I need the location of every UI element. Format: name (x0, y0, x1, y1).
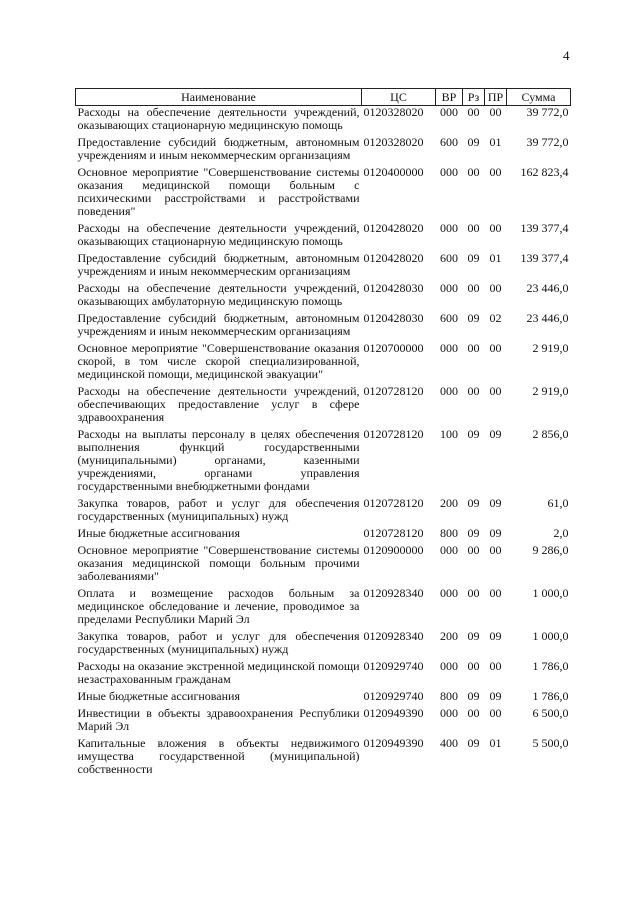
rz-cell: 09 (467, 311, 480, 325)
sum-cell: 5 500,0 (532, 736, 569, 750)
sum-cell: 1 786,0 (532, 689, 569, 703)
name-cell: Оплата и возмещение расходов больным за медицинское обследование и лечение, проводимое за пределами Республики Марий Эл (77, 586, 360, 626)
pr-cell: 09 (489, 496, 502, 510)
code-cell: 0120949390 (363, 706, 424, 720)
sum-cell: 1 000,0 (532, 629, 569, 643)
rz-cell: 00 (467, 165, 480, 179)
table-row (76, 527, 571, 544)
rz-cell: 09 (467, 526, 480, 540)
code-cell: 0120928340 (363, 629, 424, 643)
vr-cell: 800 (440, 526, 458, 540)
table-body (76, 106, 571, 781)
header-name: Наименование (76, 89, 362, 106)
name-cell: Предоставление субсидий бюджетным, автономным учреждениям и иным некоммерческим организациям (77, 311, 360, 338)
code-cell: 0120728120 (363, 526, 424, 540)
table-row (76, 690, 571, 707)
vr-cell: 000 (440, 105, 458, 119)
pr-cell: 01 (489, 135, 502, 149)
code-cell: 0120428030 (363, 311, 424, 325)
vr-cell: 200 (440, 629, 458, 643)
table-row (76, 497, 571, 527)
name-cell: Основное мероприятие "Совершенствование системы оказания медицинской помощи больным прочими заболеваниями" (77, 543, 360, 583)
rz-cell: 09 (467, 736, 480, 750)
table-row (76, 428, 571, 497)
name-cell: Расходы на оказание экстренной медицинской помощи незастрахованным гражданам (77, 659, 360, 686)
pr-cell: 00 (489, 543, 502, 557)
sum-cell: 61,0 (547, 496, 569, 510)
code-cell: 0120700000 (363, 341, 424, 355)
sum-cell: 139 377,4 (520, 221, 569, 235)
code-cell: 0120928340 (363, 586, 424, 600)
pr-cell: 09 (489, 526, 502, 540)
table-row (76, 707, 571, 737)
sum-cell: 2 856,0 (532, 427, 569, 441)
code-cell: 0120728120 (363, 496, 424, 510)
sum-cell: 2 919,0 (532, 384, 569, 398)
table-row (76, 630, 571, 660)
sum-cell: 9 286,0 (532, 543, 569, 557)
code-cell: 0120328020 (363, 105, 424, 119)
pr-cell: 09 (489, 689, 502, 703)
vr-cell: 000 (440, 165, 458, 179)
table-row (76, 312, 571, 342)
sum-cell: 39 772,0 (526, 105, 569, 119)
sum-cell: 39 772,0 (526, 135, 569, 149)
table-header-row (76, 89, 571, 106)
rz-cell: 09 (467, 496, 480, 510)
vr-cell: 000 (440, 281, 458, 295)
code-cell: 0120929740 (363, 689, 424, 703)
sum-cell: 23 446,0 (526, 281, 569, 295)
vr-cell: 000 (440, 706, 458, 720)
table-row (76, 587, 571, 630)
sum-cell: 6 500,0 (532, 706, 569, 720)
vr-cell: 800 (440, 689, 458, 703)
rz-cell: 00 (467, 341, 480, 355)
table-row (76, 544, 571, 587)
table-row (76, 166, 571, 222)
name-cell: Основное мероприятие "Совершенствование системы оказания медицинской помощи больным с психическими расстройствами и расстройствами поведения" (77, 165, 360, 218)
name-cell: Расходы на обеспечение деятельности учреждений, оказывающих амбулаторную медицинскую помощь (77, 281, 360, 308)
pr-cell: 00 (489, 281, 502, 295)
page-number: 4 (563, 48, 570, 63)
pr-cell: 00 (489, 706, 502, 720)
sum-cell: 1 000,0 (532, 586, 569, 600)
sum-cell: 2 919,0 (532, 341, 569, 355)
rz-cell: 00 (467, 659, 480, 673)
rz-cell: 09 (467, 689, 480, 703)
pr-cell: 09 (489, 427, 502, 441)
pr-cell: 02 (489, 311, 502, 325)
sum-cell: 2,0 (553, 526, 569, 540)
vr-cell: 600 (440, 135, 458, 149)
code-cell: 0120328020 (363, 135, 424, 149)
header-pr: ПР (485, 89, 507, 106)
pr-cell: 00 (489, 165, 502, 179)
code-cell: 0120400000 (363, 165, 424, 179)
name-cell: Иные бюджетные ассигнования (77, 689, 240, 703)
rz-cell: 09 (467, 135, 480, 149)
rz-cell: 09 (467, 629, 480, 643)
pr-cell: 01 (489, 736, 502, 750)
rz-cell: 09 (467, 251, 480, 265)
pr-cell: 09 (489, 629, 502, 643)
table-row (76, 342, 571, 385)
rz-cell: 00 (467, 281, 480, 295)
header-rz: Рз (463, 89, 485, 106)
table-row (76, 737, 571, 780)
pr-cell: 00 (489, 659, 502, 673)
code-cell: 0120929740 (363, 659, 424, 673)
table-row (76, 660, 571, 690)
vr-cell: 400 (440, 736, 458, 750)
vr-cell: 600 (440, 311, 458, 325)
pr-cell: 00 (489, 341, 502, 355)
table-row (76, 106, 571, 137)
rz-cell: 00 (467, 105, 480, 119)
pr-cell: 00 (489, 384, 502, 398)
sum-cell: 162 823,4 (520, 165, 569, 179)
rz-cell: 00 (467, 706, 480, 720)
vr-cell: 000 (440, 341, 458, 355)
name-cell: Основное мероприятие "Совершенствование оказания скорой, в том числе скорой специализированной, медицинской помощи, медицинской эвакуации" (77, 341, 360, 381)
name-cell: Расходы на выплаты персоналу в целях обеспечения выполнения функций государственными (муниципальными) органами, казенными учреждениями, органами управления государственными внебюджетными фондами (77, 427, 360, 493)
name-cell: Расходы на обеспечение деятельности учреждений, оказывающих стационарную медицинскую помощь (77, 221, 360, 248)
vr-cell: 000 (440, 221, 458, 235)
table-row (76, 136, 571, 166)
budget-table (75, 88, 571, 780)
header-code: ЦС (362, 89, 436, 106)
header-vr: ВР (436, 89, 463, 106)
vr-cell: 000 (440, 586, 458, 600)
name-cell: Иные бюджетные ассигнования (77, 526, 240, 540)
code-cell: 0120428020 (363, 221, 424, 235)
rz-cell: 09 (467, 427, 480, 441)
pr-cell: 00 (489, 221, 502, 235)
rz-cell: 00 (467, 543, 480, 557)
sum-cell: 1 786,0 (532, 659, 569, 673)
vr-cell: 200 (440, 496, 458, 510)
vr-cell: 100 (440, 427, 458, 441)
code-cell: 0120728120 (363, 427, 424, 441)
vr-cell: 000 (440, 384, 458, 398)
vr-cell: 000 (440, 543, 458, 557)
name-cell: Закупка товаров, работ и услуг для обеспечения государственных (муниципальных) нужд (77, 629, 360, 656)
name-cell: Капитальные вложения в объекты недвижимого имущества государственной (муниципальной) собственности (77, 736, 360, 776)
name-cell: Предоставление субсидий бюджетным, автономным учреждениям и иным некоммерческим организациям (77, 251, 360, 278)
name-cell: Расходы на обеспечение деятельности учреждений, оказывающих стационарную медицинскую помощь (77, 105, 360, 132)
code-cell: 0120949390 (363, 736, 424, 750)
table-row (76, 385, 571, 428)
table-row (76, 252, 571, 282)
code-cell: 0120728120 (363, 384, 424, 398)
pr-cell: 01 (489, 251, 502, 265)
code-cell: 0120428020 (363, 251, 424, 265)
sum-cell: 139 377,4 (520, 251, 569, 265)
header-sum: Сумма (507, 89, 571, 106)
rz-cell: 00 (467, 586, 480, 600)
table-row (76, 282, 571, 312)
pr-cell: 00 (489, 586, 502, 600)
name-cell: Расходы на обеспечение деятельности учреждений, обеспечивающих предоставление услуг в сфере здравоохранения (77, 384, 360, 424)
code-cell: 0120900000 (363, 543, 424, 557)
name-cell: Инвестиции в объекты здравоохранения Республики Марий Эл (77, 706, 360, 733)
name-cell: Предоставление субсидий бюджетным, автономным учреждениям и иным некоммерческим организациям (77, 135, 360, 162)
name-cell: Закупка товаров, работ и услуг для обеспечения государственных (муниципальных) нужд (77, 496, 360, 523)
vr-cell: 600 (440, 251, 458, 265)
rz-cell: 00 (467, 384, 480, 398)
code-cell: 0120428030 (363, 281, 424, 295)
vr-cell: 000 (440, 659, 458, 673)
rz-cell: 00 (467, 221, 480, 235)
table-row (76, 222, 571, 252)
pr-cell: 00 (489, 105, 502, 119)
sum-cell: 23 446,0 (526, 311, 569, 325)
